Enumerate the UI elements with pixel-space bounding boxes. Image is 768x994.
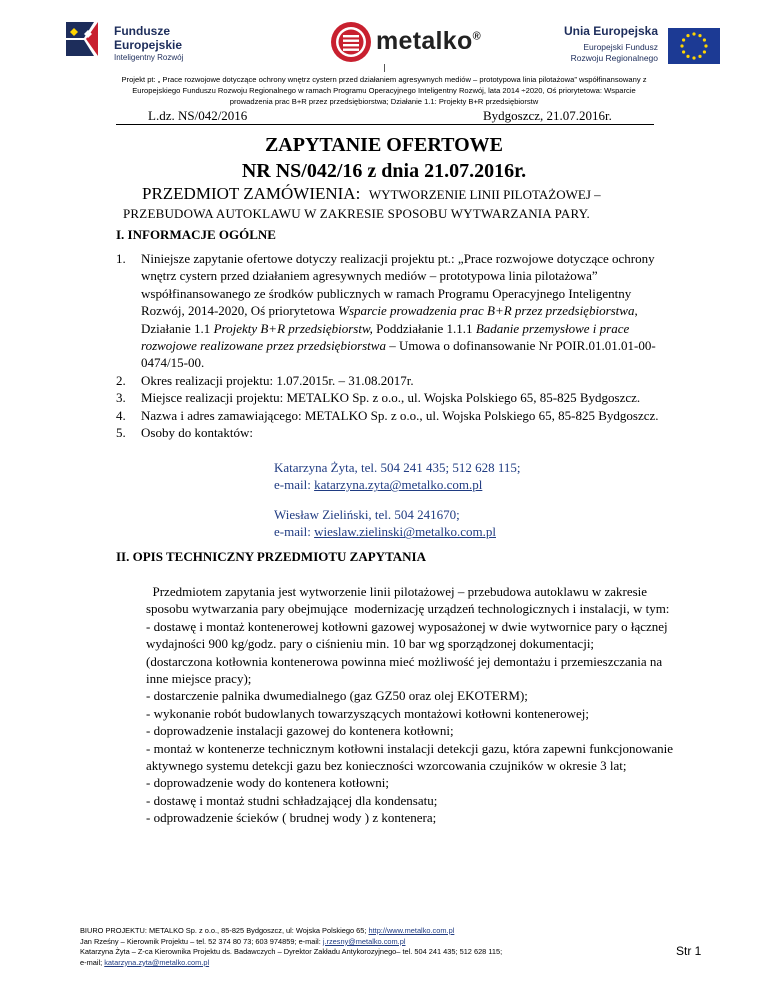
list-item xyxy=(116,407,670,424)
list-item-number: 5. xyxy=(116,425,126,441)
project-line: Europejskiego Funduszu Rozwoju Regionalnego w ramach Programu Operacyjnego Inteligentny Rozwój, lata 2014 ÷2020, Oś priorytetowa: Wsparcie xyxy=(132,86,636,95)
description-item: - montaż w kontenerze technicznym kotłowni instalacji detekcji gazu, która zapewni funkcjonowanie aktywnego systemu detekcji gazu bez konieczności wzorcowania czujników w okresie 3 lat; xyxy=(146,740,674,774)
page-footer xyxy=(80,926,502,968)
technical-description xyxy=(146,583,674,827)
list-item-number: 1. xyxy=(116,251,126,266)
contact-katarzyna-zyta: Katarzyna Żyta, tel. 504 241 435; 512 628 115; e-mail: katarzyna.zyta@metalko.com.pl xyxy=(274,460,521,493)
list-item-text: Osoby do kontaktów: xyxy=(141,425,253,441)
list-item-number: 2. xyxy=(116,372,126,388)
description-item: - doprowadzenie instalacji gazowej do kontenera kotłowni; xyxy=(146,723,454,739)
contact-email-link[interactable]: katarzyna.zyta@metalko.com.pl xyxy=(314,477,483,493)
header-rule xyxy=(116,124,654,125)
page-number: Str 1 xyxy=(676,944,702,958)
project-line: prowadzenia prac B+R przez przedsiębiorstwa; Działanie 1.1: Projekty B+R przedsiębiorstw xyxy=(229,97,539,106)
contact-email-link[interactable]: wieslaw.zielinski@metalko.com.pl xyxy=(314,524,496,540)
fe-logo-line3: Inteligentny Rozwój xyxy=(114,53,184,62)
header-divider-tick xyxy=(384,64,385,72)
order-subject-text: WYTWORZENIE LINII PILOTAŻOWEJ – xyxy=(368,187,601,202)
footer-deputy-line: Katarzyna Żyta – Z-ca Kierownika Projektu ds. Badawczych – Dyrektor Zakładu Antykorozyjnego– tel. 504 241 435; 512 628 115; xyxy=(80,947,503,957)
reference-number: L.dz. NS/042/2016 xyxy=(148,108,248,123)
metalko-logo xyxy=(330,20,505,64)
list-item-text: Miejsce realizacji projektu: METALKO Sp. z o.o., ul. Wojska Polskiego 65, 85-825 Bydgoszcz. xyxy=(141,390,641,406)
contact-wieslaw-zielinski: Wiesław Zieliński, tel. 504 241670; e-mail: wieslaw.zielinski@metalko.com.pl xyxy=(274,507,496,540)
section-heading-technical-description: II. OPIS TECHNICZNY PRZEDMIOTU ZAPYTANIA xyxy=(116,549,426,564)
eu-flag-icon xyxy=(668,28,720,64)
list-item-text: Okres realizacji projektu: 1.07.2015r. – 31.08.2017r. xyxy=(141,372,414,388)
description-item: - wykonanie robót budowlanych towarzyszących montażowi kotłowni kontenerowej; xyxy=(146,705,589,721)
fe-flag-icon xyxy=(64,20,108,58)
footer-manager-email-link[interactable]: j.rzesny@metalko.com.pl xyxy=(322,936,406,946)
footer-deputy-email-line: e-mail; katarzyna.zyta@metalko.com.pl xyxy=(80,957,210,967)
description-item: - doprowadzenie wody do kontenera kotłowni; xyxy=(146,775,389,791)
contact-phone-line: Wiesław Zieliński, tel. 504 241670; xyxy=(274,507,460,522)
description-item: - odprowadzenie ścieków ( brudnej wody ) z kontenera; xyxy=(146,810,437,826)
contact-phone-line: Katarzyna Żyta, tel. 504 241 435; 512 628 115; xyxy=(274,460,521,475)
place-and-date: Bydgoszcz, 21.07.2016r. xyxy=(483,108,612,123)
footer-deputy-email-link[interactable]: katarzyna.zyta@metalko.com.pl xyxy=(104,957,210,967)
footer-office-line: BIURO PROJEKTU: METALKO Sp. z o.o., 85-825 Bydgoszcz, ul: Wojska Polskiego 65; http://www.metalko.com.pl xyxy=(80,926,455,935)
ue-logo-line2: Europejski Fundusz xyxy=(583,42,658,52)
ue-logo-line3: Rozwoju Regionalnego xyxy=(570,53,658,63)
fundusze-europejskie-logo xyxy=(64,14,234,64)
document-title: ZAPYTANIE OFERTOWE xyxy=(264,134,504,156)
description-item: (dostarczona kotłownia kontenerowa powinna mieć możliwość jej demontażu i przemieszczania na inne miejsce pracy); xyxy=(146,653,663,687)
order-subject-label: PRZEDMIOT ZAMÓWIENIA: xyxy=(142,184,361,203)
list-item-text: Nazwa i adres zamawiającego: METALKO Sp. z o.o., ul. Wojska Polskiego 65, 85-825 Bydgoszcz. xyxy=(141,407,659,423)
list-item xyxy=(116,389,670,406)
metalko-wordmark: metalko® xyxy=(376,27,481,55)
document-number: NR NS/042/16 z dnia 21.07.2016r. xyxy=(241,160,527,182)
list-item-number: 4. xyxy=(116,407,126,423)
description-paragraph: Przedmiotem zapytania jest wytworzenie linii pilotażowej – przebudowa autoklawu w zakresie sposobu wytwarzania pary obejmujące modernizację urządzeń technologicznych i instalacji, w tym: xyxy=(146,584,670,617)
footer-manager-line: Jan Rześny – Kierownik Projektu – tel. 52 374 80 73; 603 974859; e-mail: j.rzesny@metalko.com.pl xyxy=(80,936,406,946)
fe-logo-line2: Europejskie xyxy=(114,38,183,52)
project-description-header xyxy=(90,74,678,107)
list-item xyxy=(116,424,670,441)
general-info-list xyxy=(116,250,670,441)
list-item xyxy=(116,372,670,389)
description-item: - dostawę i montaż studni schładzającej dla kondensatu; xyxy=(146,792,438,808)
metalko-emblem-icon xyxy=(330,20,372,64)
ue-logo-line1: Unia Europejska xyxy=(563,24,658,38)
description-item: - dostarczenie palnika dwumedialnego (gaz GZ50 oraz olej EKOTERM); xyxy=(146,688,528,704)
order-subject-continued: PRZEBUDOWA AUTOKLAWU W ZAKRESIE SPOSOBU WYTWARZANIA PARY. xyxy=(123,206,590,221)
list-item: 1. Niniejsze zapytanie ofertowe dotyczy realizacji projektu pt.: „Prace rozwojowe dotyczące ochrony wnętrz cystern przed działaniem agresywnych mediów – prototypowa linia pilotażowa” współfinansowanego ze środków publicznych w ramach Programu Operacyjnego Inteligentny Rozwój, 2014-2020, Oś priorytetowa Wsparcie prowadzenia prac B+R przez przedsiębiorstwa, Działanie 1.1 Projekty B+R przedsiębiorstw, Poddziałanie 1.1.1 Badanie przemysłowe i prace rozwojowe realizowane przez przedsiębiorstwa – Umowa o dofinansowanie Nr POIR.01.01.01-00-0474/15-00. xyxy=(116,251,656,371)
list-item-number: 3. xyxy=(116,390,126,406)
order-subject xyxy=(142,184,601,204)
section-heading-general-info: I. INFORMACJE OGÓLNE xyxy=(116,227,276,242)
fe-logo-line1: Fundusze xyxy=(114,24,170,38)
footer-website-link[interactable]: http://www.metalko.com.pl xyxy=(368,926,455,935)
description-item: - dostawę i montaż kontenerowej kotłowni gazowej wyposażonej w dwie wytwornice pary o łącznej wydajności 900 kg/godz. pary o ciśnieniu min. 10 bar wg sporządzonej dokumentacji; xyxy=(146,618,668,652)
unia-europejska-logo xyxy=(548,14,720,64)
project-line: Projekt pt: „ Prace rozwojowe dotyczące ochrony wnętrz cystern przed działaniem agresywnych mediów – prototypowa linia pilotażowa” współfinansowany z xyxy=(121,75,647,84)
